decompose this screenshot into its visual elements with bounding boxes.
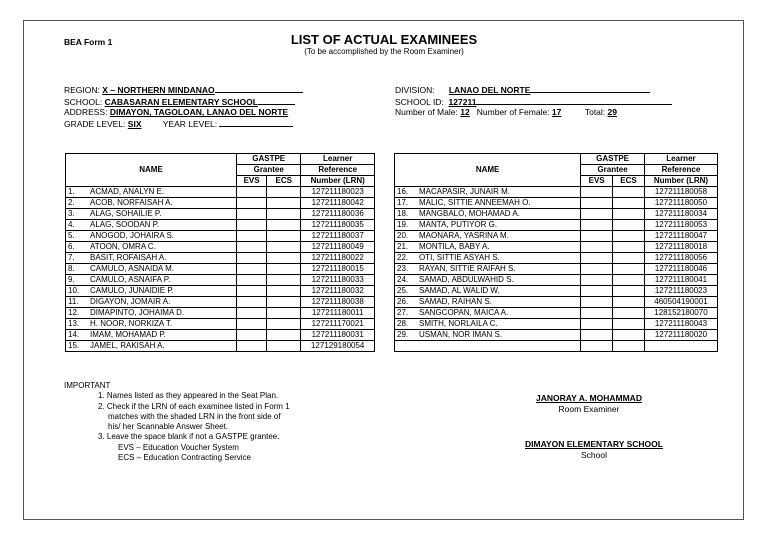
row-number: 22. <box>397 253 409 262</box>
table-row <box>66 231 375 242</box>
evs-cell <box>237 187 267 198</box>
row-number: 25. <box>397 286 409 295</box>
row-number: 8. <box>68 264 75 273</box>
ecs-cell <box>267 275 301 286</box>
ecs-cell <box>267 264 301 275</box>
underline <box>530 84 650 93</box>
examinee-name <box>395 198 581 209</box>
school-value: CABASARAN ELEMENTARY SCHOOL <box>104 96 258 107</box>
lrn-cell: 127211180031 <box>301 330 375 341</box>
examiner-name: JANORAY A. MOHAMMAD <box>536 393 642 403</box>
col-gastpe-sub: Grantee <box>237 165 301 176</box>
name-text: DIGAYON, JOMAIR A. <box>90 297 171 306</box>
table-row <box>395 264 718 275</box>
table-row <box>66 308 375 319</box>
name-text: USMAN, NOR IMAN S. <box>419 330 503 339</box>
region-line: REGION: X – NORTHERN MINDANAO <box>64 84 303 96</box>
lrn-cell: 127211180043 <box>644 319 717 330</box>
evs-cell <box>237 286 267 297</box>
table-row <box>66 275 375 286</box>
examinee-name <box>395 220 581 231</box>
evs-cell <box>237 209 267 220</box>
col-lrn-sub2: Number (LRN) <box>644 176 717 187</box>
school-id-line: SCHOOL ID: 127211 <box>395 96 672 108</box>
examinee-name <box>395 264 581 275</box>
row-number: 3. <box>68 209 75 218</box>
school-line: SCHOOL: CABASARAN ELEMENTARY SCHOOL <box>64 96 303 108</box>
examinee-name <box>66 341 237 352</box>
evs-cell <box>237 198 267 209</box>
lrn-cell: 127211180053 <box>644 220 717 231</box>
table-row <box>395 275 718 286</box>
lrn-cell: 127129180054 <box>301 341 375 352</box>
ecs-cell <box>267 286 301 297</box>
col-name: NAME <box>395 154 581 187</box>
name-text: MONTILA, BABY A. <box>419 242 490 251</box>
lrn-cell: 460504190001 <box>644 297 717 308</box>
grade-value: SIX <box>127 118 142 129</box>
row-number: 28. <box>397 319 409 328</box>
school-name: DIMAYON ELEMENTARY SCHOOL <box>525 439 663 449</box>
lrn-cell: 127211180041 <box>644 275 717 286</box>
row-number: 10. <box>68 286 80 295</box>
region-value: X – NORTHERN MINDANAO <box>102 85 215 95</box>
ecs-cell <box>613 198 645 209</box>
evs-cell <box>581 297 613 308</box>
examinee-name <box>66 319 237 330</box>
table-row <box>395 308 718 319</box>
ecs-cell <box>613 220 645 231</box>
examinee-name <box>395 253 581 264</box>
examinee-name <box>395 341 581 352</box>
evs-cell <box>581 209 613 220</box>
ecs-cell <box>267 319 301 330</box>
underline <box>215 84 303 93</box>
name-text: ANOGOD, JOHAIRA S. <box>90 231 175 240</box>
name-text: ACMAD, ANALYN E. <box>90 187 165 196</box>
evs-cell <box>581 231 613 242</box>
examinee-name <box>395 297 581 308</box>
table-row <box>395 341 718 352</box>
row-number: 14. <box>68 330 80 339</box>
examinee-name <box>66 308 237 319</box>
lrn-cell: 127211180038 <box>301 297 375 308</box>
name-text: MANTA, PUTIYOR G. <box>419 220 498 229</box>
evs-cell <box>581 286 613 297</box>
table-row <box>66 187 375 198</box>
examinee-table-right <box>394 153 718 352</box>
table-row <box>395 319 718 330</box>
table-row <box>66 330 375 341</box>
table-row <box>66 198 375 209</box>
col-lrn: Learner <box>644 154 717 165</box>
ecs-cell <box>613 242 645 253</box>
evs-cell <box>237 297 267 308</box>
lrn-cell: 127211180015 <box>301 264 375 275</box>
address-line: ADDRESS: DIMAYON, TAGOLOAN, LANAO DEL NORTE <box>64 107 289 117</box>
row-number: 2. <box>68 198 75 207</box>
male-count: 12 <box>460 107 470 117</box>
lrn-cell: 127211180022 <box>301 253 375 264</box>
table-row <box>66 319 375 330</box>
examinee-name <box>395 319 581 330</box>
examinee-name <box>66 220 237 231</box>
row-number: 19. <box>397 220 409 229</box>
note-ecs: ECS – Education Contracting Service <box>118 453 251 463</box>
lrn-cell: 127211180058 <box>644 187 717 198</box>
col-lrn: Learner <box>301 154 375 165</box>
name-text: SAMAD, AL WALID W. <box>419 286 500 295</box>
name-text: CAMULO, JUNAIDIE P. <box>90 286 174 295</box>
evs-cell <box>581 308 613 319</box>
ecs-cell <box>613 341 645 352</box>
note-item-cont: matches with the shaded LRN in the front side of <box>108 411 281 421</box>
row-number: 9. <box>68 275 75 284</box>
evs-cell <box>237 330 267 341</box>
lrn-cell: 127211180042 <box>301 198 375 209</box>
evs-cell <box>237 341 267 352</box>
evs-cell <box>581 242 613 253</box>
lrn-cell: 127211180050 <box>644 198 717 209</box>
lrn-cell: 127211170021 <box>301 319 375 330</box>
examinee-name <box>66 253 237 264</box>
notes-heading: IMPORTANT <box>64 381 111 390</box>
table-row <box>395 209 718 220</box>
name-text: DIMAPINTO, JOHAIMA D. <box>90 308 185 317</box>
name-text: SAMAD, RAIHAN S. <box>419 297 492 306</box>
ecs-cell <box>613 209 645 220</box>
row-number: 21. <box>397 242 409 251</box>
table-row <box>66 209 375 220</box>
table-row <box>66 297 375 308</box>
examinee-name <box>395 187 581 198</box>
ecs-cell <box>267 308 301 319</box>
evs-cell <box>237 253 267 264</box>
ecs-cell <box>267 330 301 341</box>
examinee-name <box>395 286 581 297</box>
note-item-cont: his/ her Scannable Answer Sheet. <box>108 422 229 432</box>
examinee-name <box>395 242 581 253</box>
row-number: 5. <box>68 231 75 240</box>
ecs-cell <box>613 231 645 242</box>
lrn-cell: 127211180035 <box>301 220 375 231</box>
evs-cell <box>581 330 613 341</box>
row-number: 18. <box>397 209 409 218</box>
lrn-cell: 127211180023 <box>301 187 375 198</box>
row-number: 23. <box>397 264 409 273</box>
col-evs: EVS <box>581 176 613 187</box>
page-subtitle: (To be accomplished by the Room Examiner) <box>304 47 464 56</box>
division-value: LANAO DEL NORTE <box>448 85 531 95</box>
table-row <box>395 198 718 209</box>
ecs-cell <box>267 242 301 253</box>
examinee-name <box>395 330 581 341</box>
examinee-name <box>66 275 237 286</box>
ecs-cell <box>267 220 301 231</box>
examiner-role: Room Examiner <box>558 403 620 414</box>
ecs-cell <box>267 341 301 352</box>
table-row <box>66 253 375 264</box>
name-text: MALIC, SITTIE ANNEEMAH O. <box>419 198 531 207</box>
evs-cell <box>237 308 267 319</box>
examinee-name <box>66 198 237 209</box>
lrn-cell: 127211180046 <box>644 264 717 275</box>
examinee-name <box>66 297 237 308</box>
name-text: JAMEL, RAKISAH A. <box>90 341 165 350</box>
name-text: MAONARA, YASRINA M. <box>419 231 509 240</box>
row-number: 24. <box>397 275 409 284</box>
ecs-cell <box>613 264 645 275</box>
evs-cell <box>237 220 267 231</box>
examinee-name <box>395 231 581 242</box>
ecs-cell <box>613 286 645 297</box>
name-text: IMAM, MOHAMAD P. <box>90 330 166 339</box>
name-text: MANGBALO, MOHAMAD A. <box>419 209 520 218</box>
evs-cell <box>581 253 613 264</box>
ecs-cell <box>267 198 301 209</box>
row-number: 12. <box>68 308 80 317</box>
lrn-cell <box>644 341 717 352</box>
grade-line: GRADE LEVEL: SIX YEAR LEVEL: <box>64 118 303 130</box>
note-item: 2. Check if the LRN of each examinee listed in Form 1 <box>98 401 290 411</box>
evs-cell <box>581 341 613 352</box>
row-number: 11. <box>68 297 79 306</box>
name-text: SANGCOPAN, MAICA A. <box>419 308 509 317</box>
ecs-cell <box>267 209 301 220</box>
col-ecs: ECS <box>613 176 645 187</box>
lrn-cell: 127211180020 <box>644 330 717 341</box>
examinee-name <box>66 286 237 297</box>
evs-cell <box>581 264 613 275</box>
evs-cell <box>581 220 613 231</box>
name-text: CAMULO, ASNAIDA M. <box>90 264 175 273</box>
lrn-cell: 127211180011 <box>301 308 375 319</box>
school-role: School <box>581 449 607 460</box>
underline <box>476 96 672 105</box>
evs-cell <box>237 264 267 275</box>
examinee-table-left <box>65 153 375 352</box>
important-notes <box>64 381 364 463</box>
evs-cell <box>581 187 613 198</box>
examinee-name <box>66 330 237 341</box>
female-count: 17 <box>551 107 562 117</box>
evs-cell <box>581 275 613 286</box>
form-id: BEA Form 1 <box>64 37 113 47</box>
examinee-name <box>395 275 581 286</box>
evs-cell <box>237 242 267 253</box>
examiner-signature <box>479 393 699 414</box>
row-number: 16. <box>397 187 409 196</box>
note-evs: EVS – Education Voucher System <box>118 442 239 452</box>
row-number: 15. <box>68 341 80 350</box>
name-text: H. NOOR, NORKIZA T. <box>90 319 173 328</box>
col-gastpe: GASTPE <box>581 154 645 165</box>
name-text: SAMAD, ABDULWAHID S. <box>419 275 514 284</box>
name-text: ALAG, SOODAN P. <box>90 220 160 229</box>
total-count: 29 <box>607 107 618 117</box>
lrn-cell: 127211180056 <box>644 253 717 264</box>
col-lrn-sub: Reference <box>301 165 375 176</box>
evs-cell <box>581 198 613 209</box>
ecs-cell <box>613 253 645 264</box>
col-lrn-sub2: Number (LRN) <box>301 176 375 187</box>
row-number: 1. <box>68 187 75 196</box>
table-row <box>395 286 718 297</box>
right-info <box>395 84 672 118</box>
evs-cell <box>237 319 267 330</box>
col-gastpe-sub: Grantee <box>581 165 645 176</box>
note-item: 3. Leave the space blank if not a GASTPE grantee. <box>98 432 280 442</box>
examinee-name <box>66 187 237 198</box>
evs-cell <box>581 319 613 330</box>
table-row <box>395 187 718 198</box>
col-gastpe: GASTPE <box>237 154 301 165</box>
lrn-cell: 127211180023 <box>644 286 717 297</box>
name-text: SMITH, NORLAILA C. <box>419 319 498 328</box>
count-line: Number of Male: 12 Number of Female: 17 Total: 29 <box>395 107 618 117</box>
school-id-value: 127211 <box>448 96 477 107</box>
table-row <box>395 231 718 242</box>
table-row <box>66 242 375 253</box>
year-level-blank <box>219 118 293 127</box>
row-number: 26. <box>397 297 409 306</box>
ecs-cell <box>267 231 301 242</box>
row-number: 6. <box>68 242 75 251</box>
row-number: 13. <box>68 319 80 328</box>
address-value: DIMAYON, TAGOLOAN, LANAO DEL NORTE <box>109 107 289 117</box>
ecs-cell <box>267 253 301 264</box>
row-number: 27. <box>397 308 409 317</box>
name-text: ATOON, OMRA C. <box>90 242 156 251</box>
ecs-cell <box>267 297 301 308</box>
table-row <box>66 341 375 352</box>
lrn-cell: 127211180032 <box>301 286 375 297</box>
ecs-cell <box>613 297 645 308</box>
division-line: DIVISION: LANAO DEL NORTE <box>395 84 672 96</box>
evs-cell <box>237 275 267 286</box>
col-evs: EVS <box>237 176 267 187</box>
lrn-cell: 127211180049 <box>301 242 375 253</box>
table-row <box>395 253 718 264</box>
name-text: CAMULO, ASNAIFA P. <box>90 275 171 284</box>
row-number: 20. <box>397 231 409 240</box>
ecs-cell <box>613 275 645 286</box>
table-row <box>395 297 718 308</box>
examinee-name <box>66 231 237 242</box>
name-text: RAYAN, SITTIE RAIFAH S. <box>419 264 516 273</box>
name-text: MACAPASIR, JUNAIR M. <box>419 187 510 196</box>
table-row <box>66 286 375 297</box>
row-number: 4. <box>68 220 75 229</box>
note-item: 1. Names listed as they appeared in the Seat Plan. <box>98 391 279 401</box>
lrn-cell: 127211180037 <box>301 231 375 242</box>
col-name: NAME <box>66 154 237 187</box>
lrn-cell: 128152180070 <box>644 308 717 319</box>
page-title: LIST OF ACTUAL EXAMINEES <box>290 32 478 47</box>
name-text: ACOB, NORFAISAH A. <box>90 198 173 207</box>
table-row <box>395 220 718 231</box>
examinee-name <box>66 242 237 253</box>
lrn-cell: 127211180036 <box>301 209 375 220</box>
lrn-cell: 127211180047 <box>644 231 717 242</box>
row-number: 29. <box>397 330 409 339</box>
lrn-cell: 127211180033 <box>301 275 375 286</box>
examinee-name <box>395 308 581 319</box>
lrn-cell: 127211180034 <box>644 209 717 220</box>
underline <box>258 96 295 105</box>
col-ecs: ECS <box>267 176 301 187</box>
evs-cell <box>237 231 267 242</box>
examinee-name <box>395 209 581 220</box>
row-number: 17. <box>397 198 409 207</box>
table-row <box>395 330 718 341</box>
ecs-cell <box>613 308 645 319</box>
ecs-cell <box>267 187 301 198</box>
left-info <box>64 84 303 129</box>
table-row <box>66 264 375 275</box>
ecs-cell <box>613 319 645 330</box>
ecs-cell <box>613 187 645 198</box>
lrn-cell: 127211180018 <box>644 242 717 253</box>
ecs-cell <box>613 330 645 341</box>
examinee-name <box>66 209 237 220</box>
name-text: ALAG, SOHAILIE P. <box>90 209 162 218</box>
school-signature <box>484 439 704 460</box>
name-text: BASIT, ROFAISAH A. <box>90 253 167 262</box>
table-row <box>395 242 718 253</box>
row-number: 7. <box>68 253 75 262</box>
examinee-name <box>66 264 237 275</box>
col-lrn-sub: Reference <box>644 165 717 176</box>
table-row <box>66 220 375 231</box>
name-text: OTI, SITTIE ASYAH S. <box>419 253 500 262</box>
